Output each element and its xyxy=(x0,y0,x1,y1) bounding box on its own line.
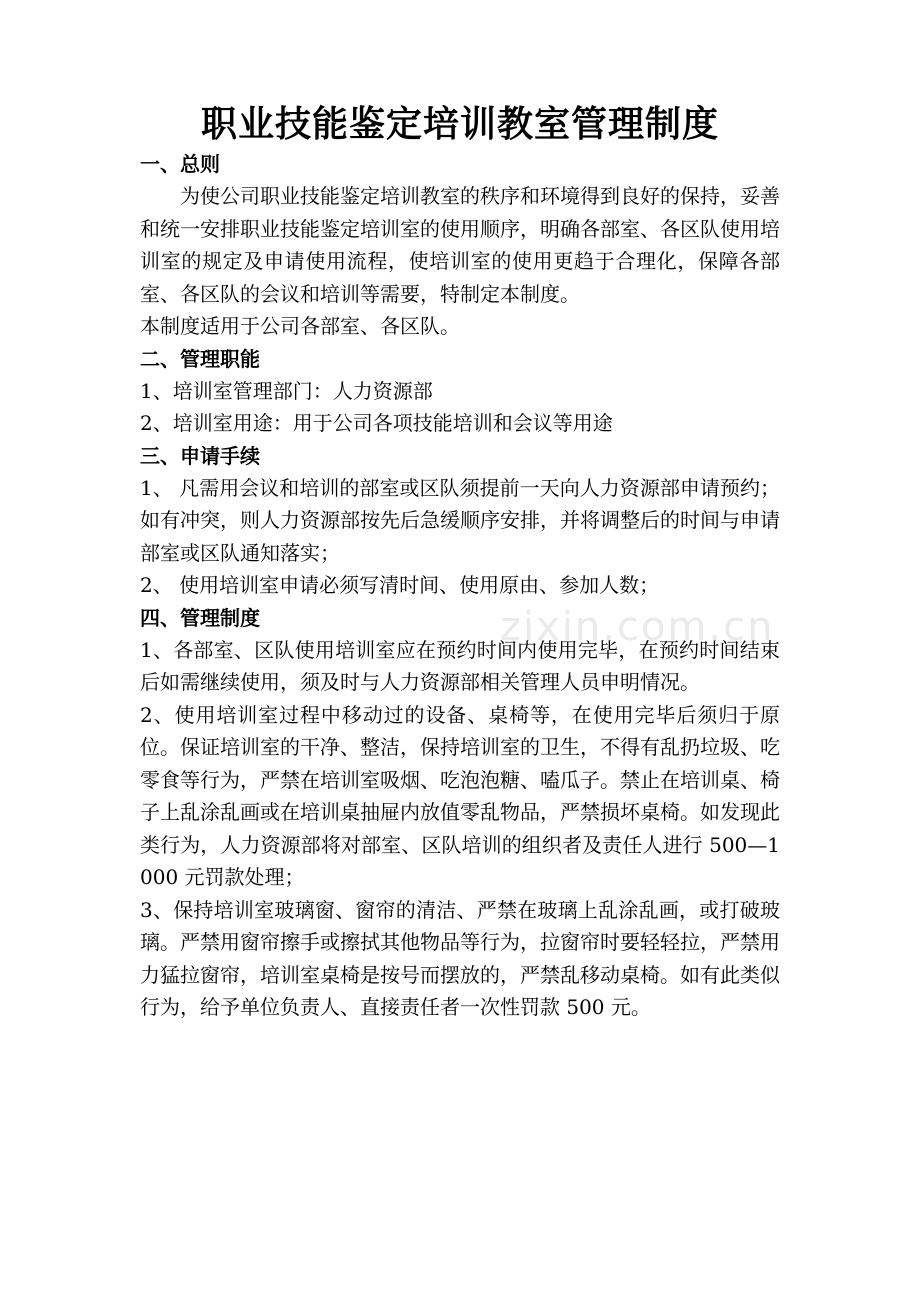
document-body xyxy=(140,148,780,1024)
management-function-item-2: 2、培训室用途：用于公司各项技能培训和会议等用途 xyxy=(140,411,613,435)
section-heading-general: 一、总则 xyxy=(140,152,220,176)
application-item-2: 2、 使用培训室申请必须写清时间、使用原由、参加人数； xyxy=(140,573,660,597)
section-heading-management-function: 二、管理职能 xyxy=(140,346,260,371)
document-title: 职业技能鉴定培训教室管理制度 xyxy=(200,104,719,145)
rules-item-3: 3、保持培训室玻璃窗、窗帘的清洁、严禁在玻璃上乱涂乱画，或打破玻璃。严禁用窗帘擦手或擦拭其他物品等行为，拉窗帘时要轻轻拉，严禁用力猛拉窗帘，培训室桌椅是按号而摆放的，严禁乱移动桌椅。如有此类似行为，给予单位负责人、直接责任者一次性罚款 500 元。 xyxy=(140,897,780,1019)
rules-item-1: 1、各部室、区队使用培训室应在预约时间内使用完毕，在预约时间结束后如需继续使用，须及时与人力资源部相关管理人员申明情况。 xyxy=(140,637,780,694)
general-paragraph-purpose: 为使公司职业技能鉴定培训教室的秩序和环境得到良好的保持，妥善和统一安排职业技能鉴定培训室的使用顺序，明确各部室、各区队使用培训室的规定及申请使用流程，使培训室的使用更趋于合理化，保障各部室、各区队的会议和培训等需要，特制定本制度。 xyxy=(140,184,780,306)
watermark: zixin.com.cn xyxy=(500,604,775,650)
section-heading-rules: 四、管理制度 xyxy=(140,605,260,630)
section-heading-application: 三、申请手续 xyxy=(140,443,260,468)
application-item-1: 1、 凡需用会议和培训的部室或区队须提前一天向人力资源部申请预约；如有冲突，则人力资源部按先后急缓顺序安排，并将调整后的时间与申请部室或区队通知落实； xyxy=(140,475,780,565)
management-function-item-1: 1、培训室管理部门：人力资源部 xyxy=(140,378,433,403)
rules-item-2: 2、使用培训室过程中移动过的设备、桌椅等，在使用完毕后须归于原位。保证培训室的干净、整洁，保持培训室的卫生，不得有乱扔垃圾、吃零食等行为，严禁在培训室吸烟、吃泡泡糖、嗑瓜子。禁止在培训桌、椅子上乱涂乱画或在培训桌抽屉内放值零乱物品，严禁损坏桌椅。如发现此类行为，人力资源部将对部室、区队培训的组织者及责任人进行 500—1000 元罚款处理； xyxy=(140,702,780,889)
general-paragraph-scope: 本制度适用于公司各部室、各区队。 xyxy=(140,314,460,338)
